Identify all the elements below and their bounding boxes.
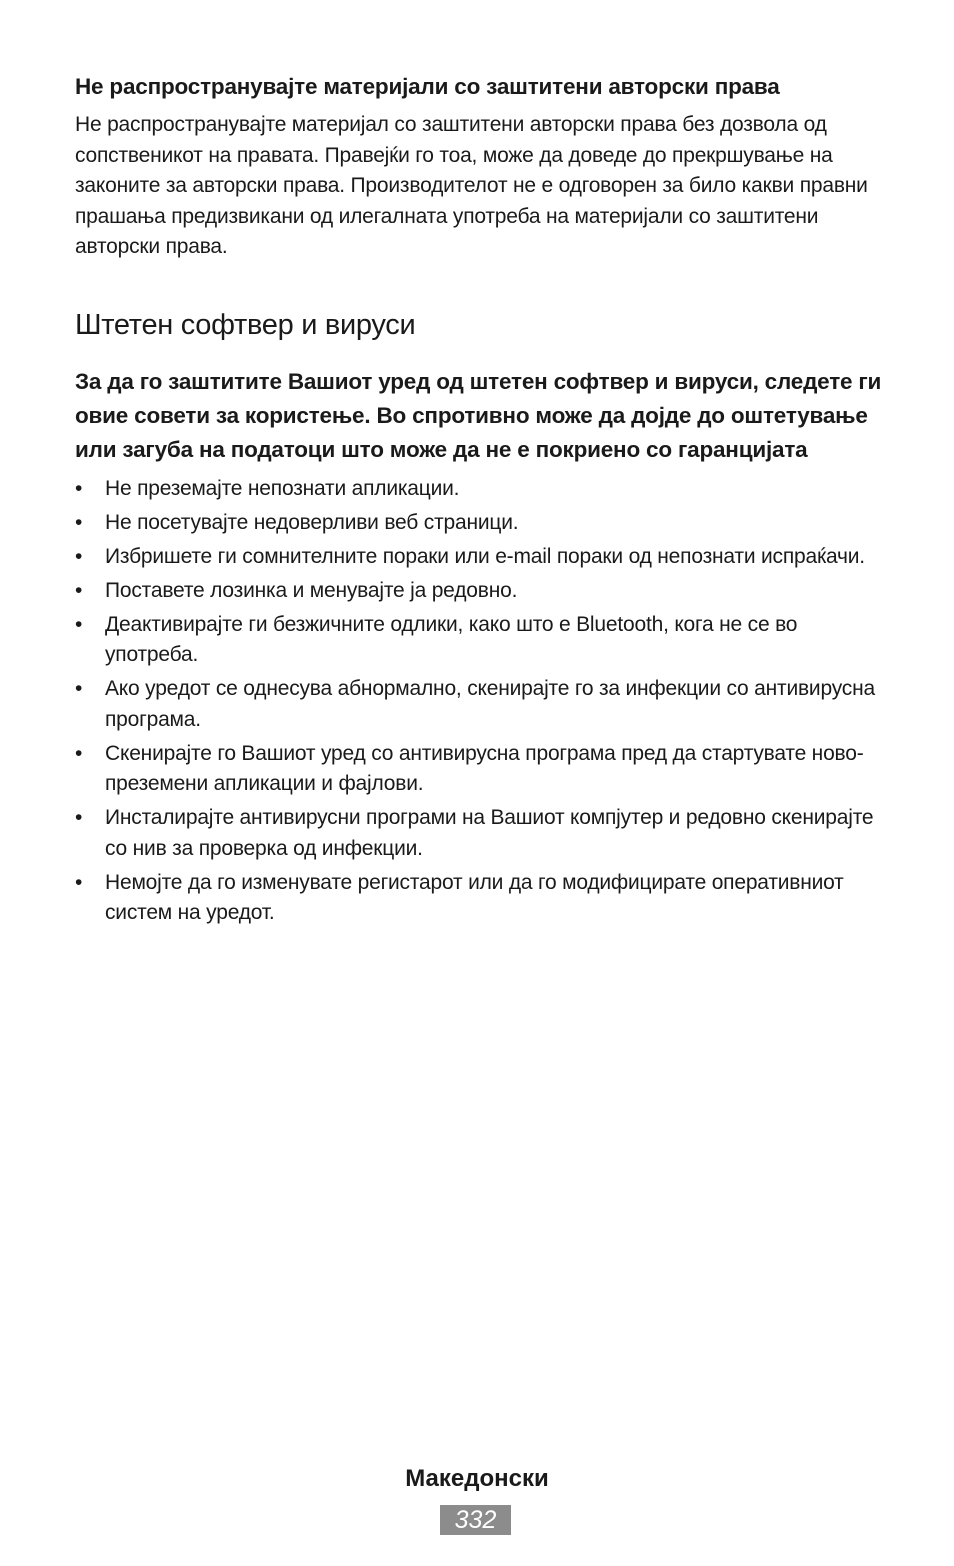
bullet-icon: • bbox=[75, 870, 83, 894]
bullet-icon: • bbox=[75, 510, 83, 534]
bullet-icon: • bbox=[75, 578, 83, 602]
bullet-icon: • bbox=[75, 677, 83, 700]
list-item-text: Ако уредот се однесува абнормално, скенирајте го за инфекции со антивирусна програма. bbox=[105, 677, 875, 731]
copyright-heading: Не распространувајте материјали со заштитени авторски права bbox=[75, 74, 780, 99]
page-number-badge: 332 bbox=[440, 1505, 511, 1535]
list-item bbox=[75, 674, 885, 735]
section-title: Штетен софтвер и вируси bbox=[75, 308, 416, 341]
bullet-icon: • bbox=[75, 544, 83, 568]
list-item bbox=[75, 542, 885, 573]
list-item bbox=[75, 508, 885, 539]
list-item bbox=[75, 803, 885, 864]
list-item-text: Не преземајте непознати апликации. bbox=[105, 476, 460, 500]
list-item-text: Немојте да го изменувате регистарот или да го модифицирате оперативниот систем на уредот. bbox=[105, 870, 844, 924]
malware-intro: За да го заштитите Вашиот уред од штетен софтвер и вируси, следете ги овие совети за користење. Во спротивно може да дојде до оштетување или загуба на податоци што може да не е покриено со гаранцијата bbox=[75, 368, 882, 462]
bullet-icon: • bbox=[75, 806, 83, 829]
page-content bbox=[75, 72, 885, 932]
list-item bbox=[75, 868, 885, 929]
bullet-icon: • bbox=[75, 476, 83, 500]
list-item-text: Скенирајте го Вашиот уред со антивирусна програма пред да стартувате ново-преземени апликации и фајлови. bbox=[105, 741, 864, 795]
copyright-paragraph: Не распространувајте материјал со заштитени авторски права без дозвола од сопственикот на правата. Правејќи го тоа, може да доведе до прекршување на законите за авторски права. Производителот не е одговорен за било какви правни прашања предизвикани од илегалната употреба на материјали со заштитени авторски права. bbox=[75, 113, 868, 258]
list-item bbox=[75, 610, 885, 671]
bullet-icon: • bbox=[75, 612, 83, 636]
footer-language: Македонски bbox=[405, 1465, 549, 1492]
tips-list bbox=[75, 474, 885, 929]
list-item-text: Не посетувајте недоверливи веб страници. bbox=[105, 510, 519, 534]
list-item-text: Инсталирајте антивирусни програми на Вашиот компјутер и редовно скенирајте со нив за проверка од инфекции. bbox=[105, 806, 874, 860]
list-item bbox=[75, 739, 885, 800]
list-item bbox=[75, 474, 885, 505]
list-item-text: Поставете лозинка и менувајте ја редовно. bbox=[105, 578, 518, 602]
list-item-text: Деактивирајте ги безжичните одлики, како што е Bluetooth, кога не се во употреба. bbox=[105, 612, 798, 666]
list-item bbox=[75, 576, 885, 607]
bullet-icon: • bbox=[75, 741, 83, 765]
list-item-text: Избришете ги сомнителните пораки или e-mail пораки од непознати испраќачи. bbox=[105, 544, 865, 568]
